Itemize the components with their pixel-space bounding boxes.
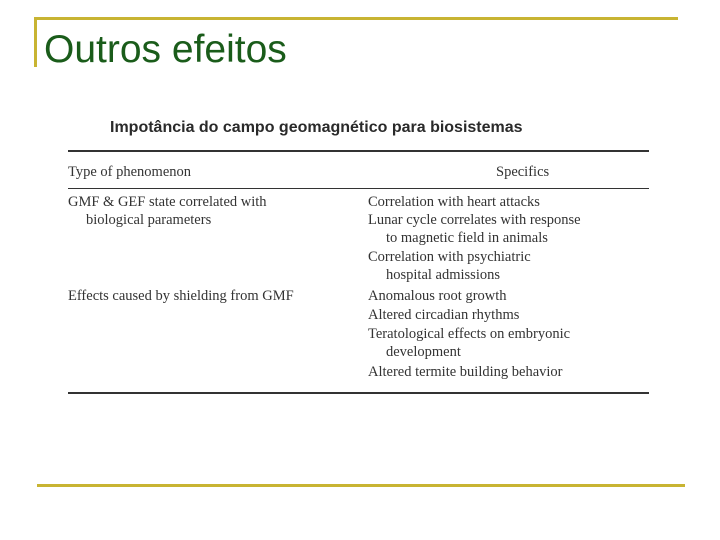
row-1-specific-3: Correlation with psychiatric (368, 249, 531, 265)
row-1-specific-3-cont: hospital admissions (386, 267, 500, 283)
table-bottom-rule (68, 392, 649, 394)
row-2-specific-3-cont: development (386, 344, 461, 360)
row-2-specific-3: Teratological effects on embryonic (368, 326, 571, 342)
row-1-phenomenon-line-2: biological parameters (86, 212, 212, 228)
row-2-phenomenon-line-1: Effects caused by shielding from GMF (68, 288, 294, 304)
slide-title: Outros efeitos (44, 28, 287, 71)
table-caption: Impotância do campo geomagnético para biosistemas (110, 119, 523, 136)
row-1-specific-2-cont: to magnetic field in animals (386, 230, 548, 246)
table-body (68, 189, 649, 392)
row-2-specific-4: Altered termite building behavior (368, 364, 563, 380)
column-header-specifics: Specifics (496, 164, 550, 180)
row-2-specific-1: Anomalous root growth (368, 288, 507, 304)
row-1-specific-2: Lunar cycle correlates with response (368, 212, 581, 228)
data-table (68, 150, 649, 394)
left-accent-rule (34, 17, 37, 67)
top-accent-rule (34, 17, 678, 20)
table-header-row (68, 152, 649, 188)
column-header-phenomenon: Type of phenomenon (68, 164, 192, 180)
row-1-phenomenon-line-1: GMF & GEF state correlated with (68, 194, 267, 210)
bottom-accent-rule (37, 484, 685, 487)
row-2-specific-2: Altered circadian rhythms (368, 307, 520, 323)
row-1-specific-1: Correlation with heart attacks (368, 194, 540, 210)
